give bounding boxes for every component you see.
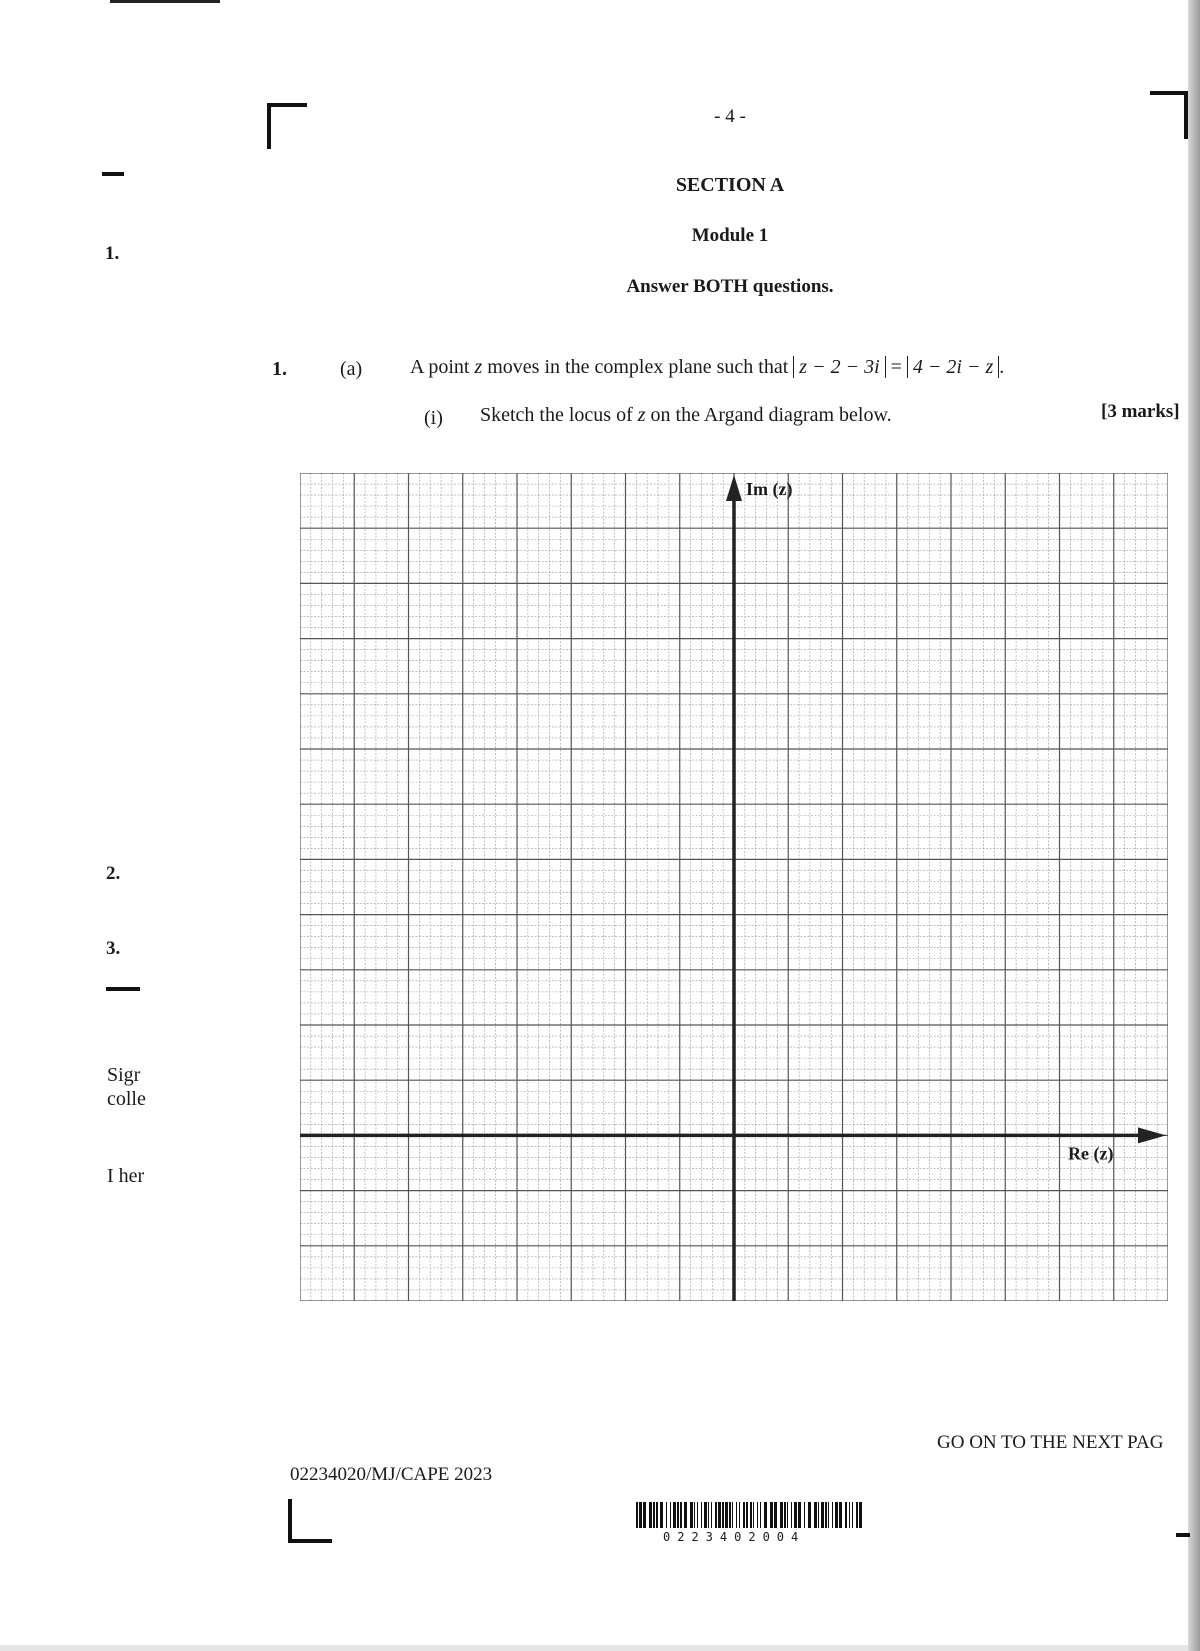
barcode-bar <box>839 1502 842 1528</box>
paper-code: 02234020/MJ/CAPE 2023 <box>290 1464 493 1485</box>
marks-label: [3 marks] <box>1101 401 1180 422</box>
sub-text-prefix: Sketch the locus of <box>480 404 638 426</box>
barcode-bar <box>677 1502 679 1528</box>
barcode-bar <box>690 1502 693 1528</box>
barcode-bar <box>818 1502 819 1528</box>
barcode-digits: 0223402004 <box>663 1530 806 1544</box>
barcode-bar <box>673 1502 676 1528</box>
sub-part-text <box>480 404 892 427</box>
barcode-bar <box>680 1502 682 1528</box>
barcode-bar <box>821 1502 824 1528</box>
page-number: - 4 - <box>714 106 746 127</box>
real-axis-arrow <box>1138 1127 1166 1143</box>
barcode-bar <box>643 1502 646 1528</box>
barcode-bar <box>774 1502 777 1528</box>
barcode-bar <box>784 1502 786 1528</box>
barcode-bar <box>798 1502 801 1528</box>
barcode-bar <box>760 1502 761 1528</box>
variable-z: z <box>637 404 646 426</box>
barcode-bar <box>808 1502 811 1528</box>
margin-cut-text: collе <box>107 1088 146 1110</box>
barcode-bar <box>684 1502 687 1528</box>
real-axis-label: Re (z) <box>1068 1143 1114 1164</box>
section-title: SECTION A <box>675 174 785 196</box>
margin-dash <box>102 172 124 176</box>
corner-mark-top-left <box>267 103 307 149</box>
top-scan-mark <box>110 0 220 3</box>
barcode-bar <box>832 1502 833 1528</box>
barcode-bar <box>701 1502 702 1528</box>
barcode-bar <box>750 1502 752 1528</box>
barcode-bar <box>649 1502 652 1528</box>
barcode-bar <box>639 1502 642 1528</box>
barcode-bar <box>746 1502 748 1528</box>
barcode-bar <box>704 1502 707 1528</box>
imaginary-axis-arrow <box>726 475 742 501</box>
stem-prefix: A point <box>410 356 475 378</box>
barcode-bar <box>739 1502 740 1528</box>
barcode-bar <box>711 1502 712 1528</box>
barcode-bar <box>715 1502 717 1528</box>
margin-cut-text: I her <box>107 1165 145 1187</box>
modulus-rhs: 4 − 2i − z <box>907 356 999 378</box>
barcode-bar <box>722 1502 724 1528</box>
barcode-bar <box>835 1502 838 1528</box>
barcode-bar <box>732 1502 733 1528</box>
barcode-bar <box>660 1502 663 1528</box>
argand-diagram[interactable] <box>300 473 1168 1301</box>
barcode-bar <box>825 1502 827 1528</box>
question-number: 1. <box>272 358 287 380</box>
barcode-bar <box>794 1502 797 1528</box>
barcode-bar <box>697 1502 698 1528</box>
imaginary-axis-label: Im (z) <box>746 479 793 499</box>
barcode-bar <box>636 1502 638 1528</box>
barcode-bar <box>670 1502 671 1528</box>
barcode-bar <box>653 1502 655 1528</box>
barcode-bar <box>656 1502 658 1528</box>
margin-number-2: 2. <box>106 863 121 884</box>
modulus-lhs: z − 2 − 3i <box>793 356 885 378</box>
page-edge-shadow <box>1188 0 1200 1651</box>
module-heading: Module 1 <box>691 225 769 246</box>
sub-part-label: (i) <box>424 407 443 429</box>
variable-z: z <box>474 356 483 378</box>
barcode-bar <box>770 1502 773 1528</box>
barcode-bar <box>708 1502 709 1528</box>
barcode-bar <box>757 1502 758 1528</box>
instruction: Answer BOTH questions. <box>626 276 834 297</box>
stem-middle: moves in the complex plane such that <box>482 356 794 378</box>
corner-mark-top-right <box>1150 91 1188 139</box>
barcode-bar <box>694 1502 695 1528</box>
barcode-bar <box>845 1502 847 1528</box>
question-part: (a) <box>340 358 363 380</box>
barcode-bars <box>636 1502 864 1528</box>
barcode-bar <box>780 1502 783 1528</box>
sub-text-suffix: on the Argand diagram below. <box>645 404 892 426</box>
barcode-bar <box>856 1502 858 1528</box>
graph-paper[interactable] <box>300 473 1168 1301</box>
margin-cut-text: Sigr <box>107 1064 141 1086</box>
margin-dash <box>106 987 140 991</box>
go-on-notice: GO ON TO THE NEXT PAG <box>937 1432 1164 1453</box>
barcode-bar <box>859 1502 862 1528</box>
barcode-bar <box>814 1502 817 1528</box>
margin-dash <box>1176 1533 1190 1537</box>
barcode-bar <box>718 1502 721 1528</box>
end-punct: . <box>999 356 1005 378</box>
barcode-bar <box>764 1502 767 1528</box>
barcode-bar <box>787 1502 788 1528</box>
margin-number-1: 1. <box>105 243 120 264</box>
equals-sign: = <box>890 356 902 378</box>
corner-mark-bottom-left <box>288 1499 332 1543</box>
barcode-bar <box>736 1502 737 1528</box>
barcode-bar <box>725 1502 728 1528</box>
barcode-bar <box>804 1502 805 1528</box>
barcode-bar <box>849 1502 850 1528</box>
question-stem <box>410 356 1004 379</box>
bottom-scan-edge <box>0 1645 1188 1651</box>
barcode-bar <box>852 1502 853 1528</box>
barcode-bar <box>729 1502 731 1528</box>
barcode-bar <box>666 1502 667 1528</box>
barcode-bar <box>753 1502 754 1528</box>
barcode-bar <box>743 1502 745 1528</box>
barcode-bar <box>828 1502 829 1528</box>
barcode-bar <box>791 1502 792 1528</box>
margin-number-3: 3. <box>106 938 121 959</box>
